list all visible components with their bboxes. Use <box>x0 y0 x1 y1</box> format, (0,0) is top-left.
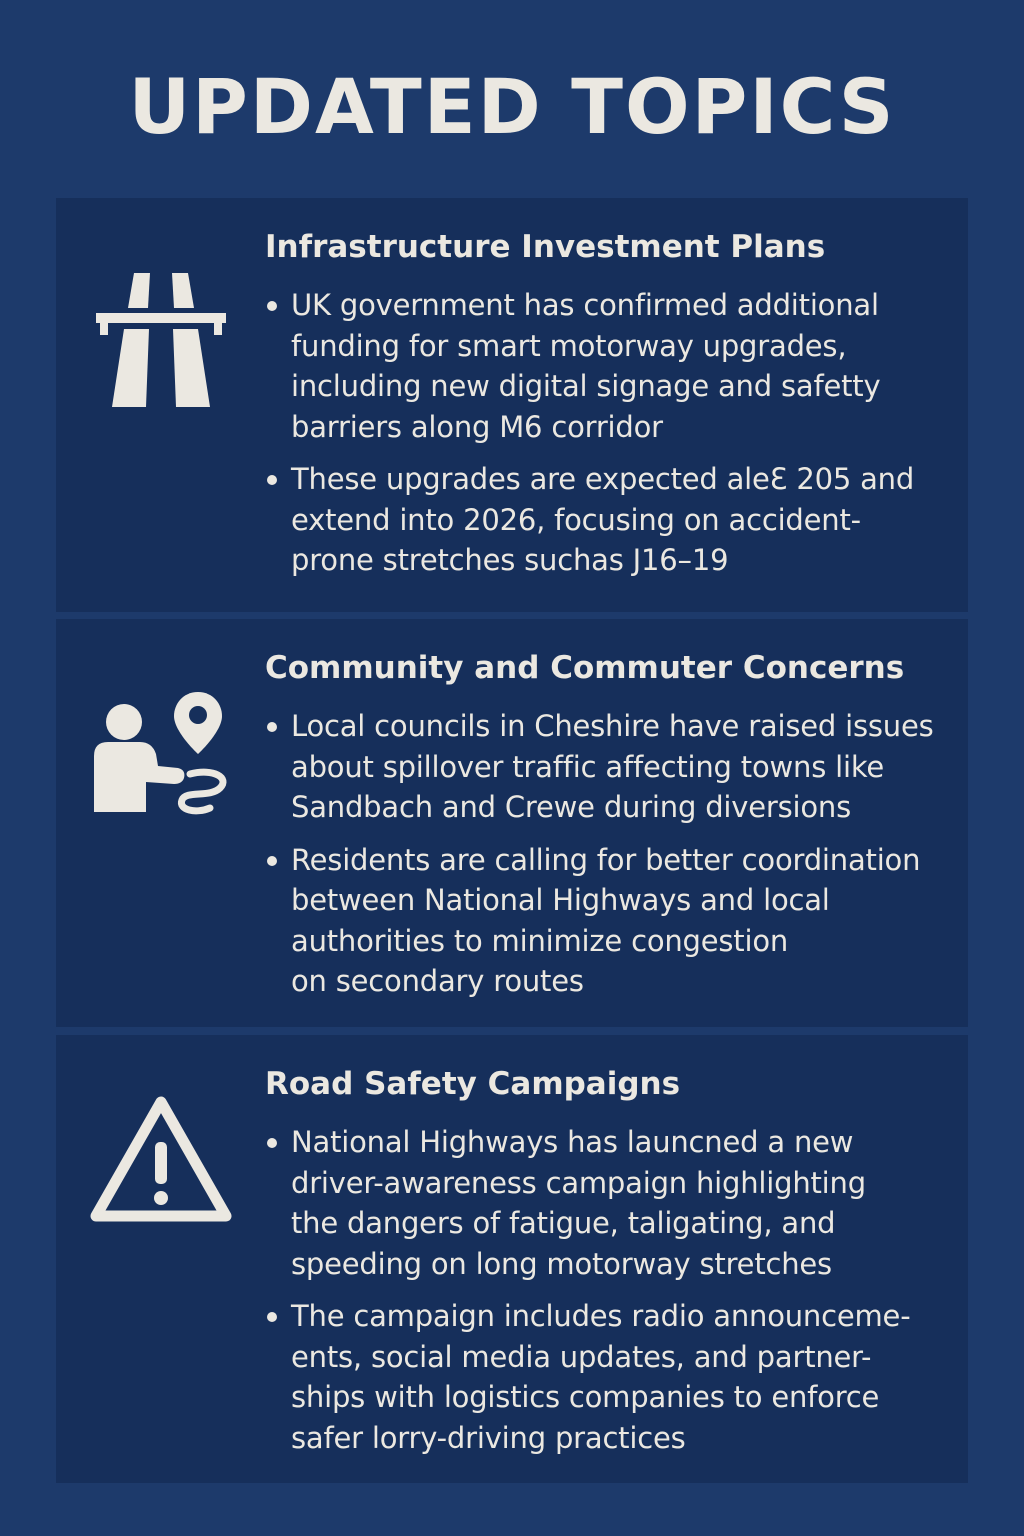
bullet-line: between National Highways and local <box>291 883 830 917</box>
bullet-line: ships with logistics companies to enforce <box>291 1380 880 1414</box>
section-heading: Infrastructure Investment Plans <box>265 229 826 265</box>
bullet-line: prone stretches suchas J16–19 <box>291 543 729 577</box>
bullet-dot <box>267 475 277 485</box>
warning-triangle-icon <box>86 1090 236 1240</box>
bullet-item <box>265 706 950 828</box>
bullet-item <box>265 459 950 581</box>
bullet-item <box>265 1296 950 1458</box>
bullet-line: These upgrades are expected aleƐ 205 and <box>291 462 915 496</box>
bullet-line: about spillover traffic affecting towns like <box>291 749 885 784</box>
bullet-item <box>265 840 950 1002</box>
bullet-line: National Highways has launcned a new <box>291 1125 854 1159</box>
bullet-line: Local councils in Cheshire have raised issues <box>291 709 934 743</box>
bullet-line: including new digital signage and safetty <box>291 369 881 403</box>
bullet-line: safer lorry-driving practices <box>291 1420 686 1455</box>
bullet-item <box>265 1122 950 1284</box>
bullet-line: UK government has confirmed additional <box>291 288 879 322</box>
bullet-line: the dangers of fatigue, taligating, and <box>291 1206 836 1240</box>
bullet-line: funding for smart motorway upgrades, <box>291 328 847 363</box>
bullet-line: ents, social media updates, and partner- <box>291 1339 872 1374</box>
bullet-dot <box>267 856 277 866</box>
motorway-icon <box>86 263 236 413</box>
person-location-pin-icon <box>86 684 236 834</box>
page-title: UPDATED TOPICS <box>128 62 896 151</box>
bullet-dot <box>267 301 277 311</box>
bullet-list <box>265 1122 950 1458</box>
bullet-item <box>265 285 950 447</box>
bullet-line: Residents are calling for better coordination <box>291 842 921 877</box>
bullet-line: extend into 2026, focusing on accident- <box>291 502 861 537</box>
bullet-line: speeding on long motorway stretches <box>291 1246 832 1281</box>
bullet-line: authorities to minimize congestion <box>291 923 789 958</box>
bullet-dot <box>267 1312 277 1322</box>
section-infrastructure-investment <box>56 198 968 612</box>
section-community-concerns <box>56 619 968 1027</box>
section-heading: Community and Commuter Concerns <box>265 650 905 686</box>
bullet-dot <box>267 1138 277 1148</box>
section-road-safety <box>56 1035 968 1483</box>
bullet-line: The campaign includes radio announceme- <box>291 1299 911 1333</box>
bullet-line: Sandbach and Crewe during diversions <box>291 790 851 824</box>
bullet-line: driver-awareness campaign highlighting <box>291 1165 866 1200</box>
bullet-list <box>265 706 950 1002</box>
bullet-dot <box>267 722 277 732</box>
section-heading: Road Safety Campaigns <box>265 1066 681 1102</box>
bullet-list <box>265 285 950 581</box>
bullet-line: barriers along M6 corridor <box>291 409 663 444</box>
bullet-line: on secondary routes <box>291 964 584 998</box>
